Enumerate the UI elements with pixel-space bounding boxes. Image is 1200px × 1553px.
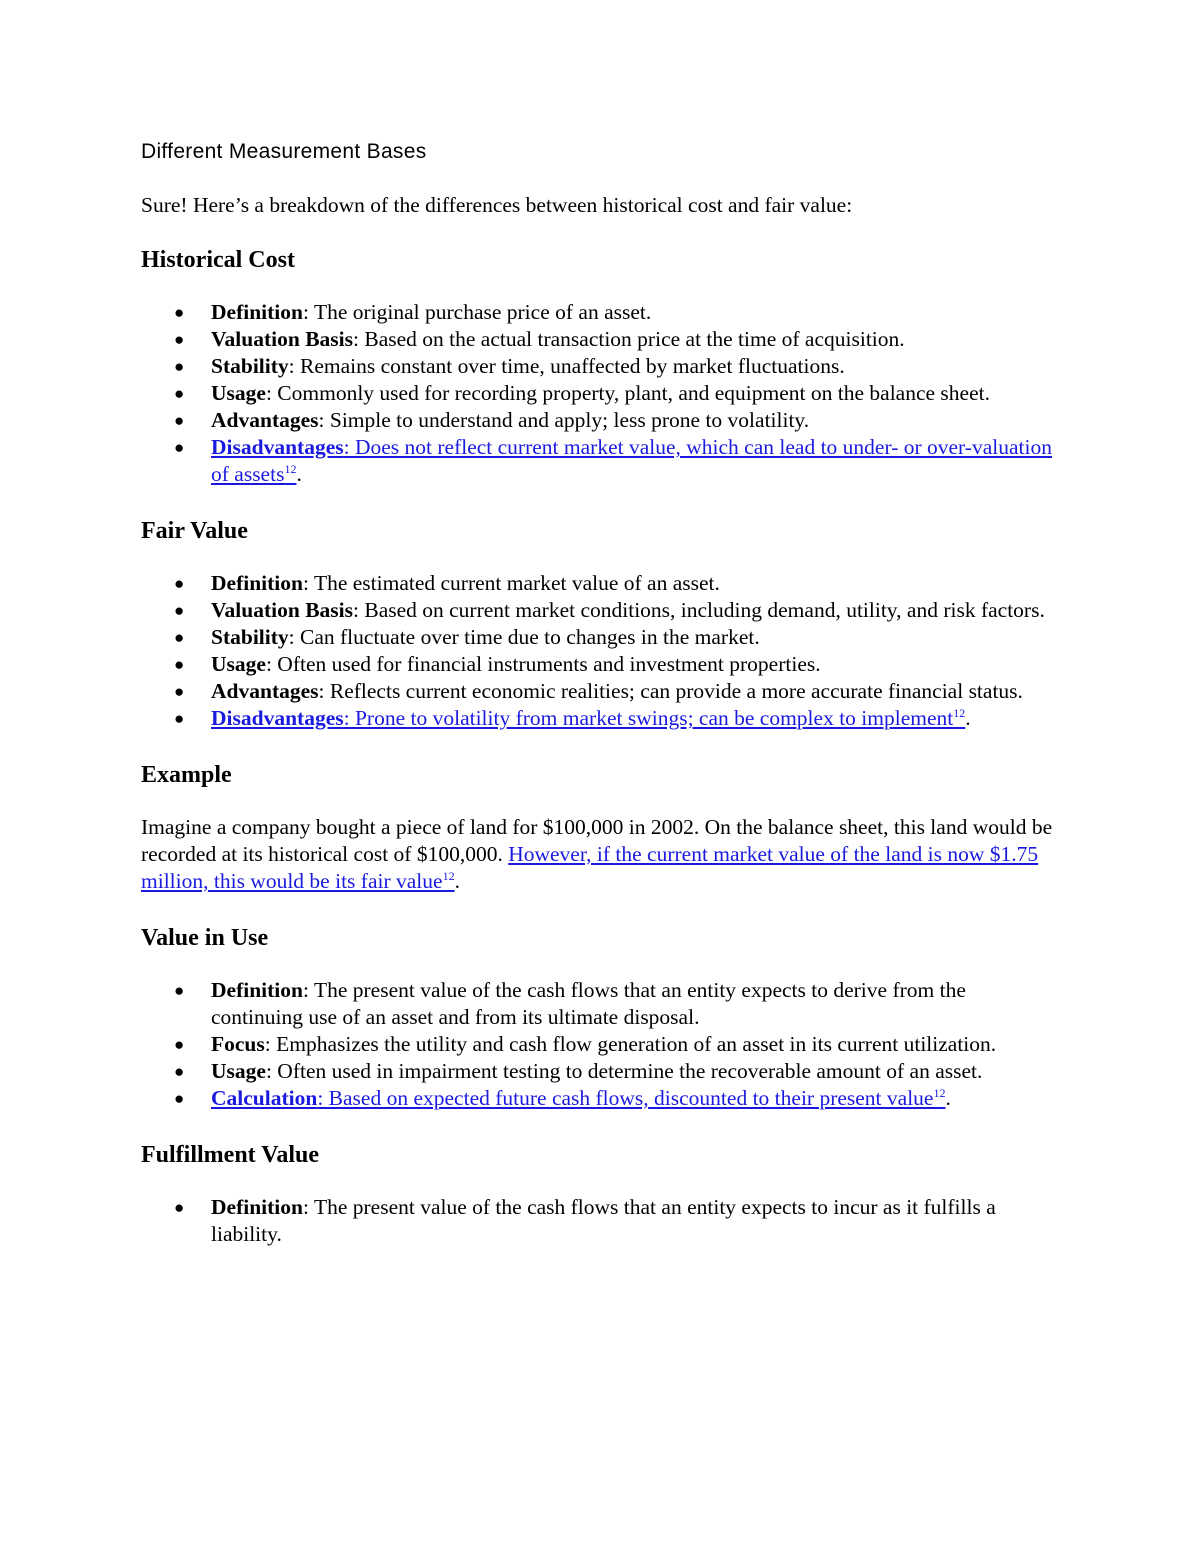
section-heading-value-in-use: Value in Use xyxy=(141,925,269,951)
footnote-ref: 12 xyxy=(933,1086,946,1100)
trailing-punct: . xyxy=(945,1086,951,1110)
term-description: : Commonly used for recording property, plant, and equipment on the balance sheet. xyxy=(265,381,990,405)
term-label: Disadvantages xyxy=(211,706,344,730)
citation-link[interactable] xyxy=(211,435,1052,486)
trailing-punct: . xyxy=(296,462,302,486)
bullet-icon: ● xyxy=(174,330,185,349)
bullet-icon: ● xyxy=(174,438,185,457)
bullet-icon: ● xyxy=(174,1198,185,1217)
term-label: Valuation Basis xyxy=(211,598,353,622)
term-label: Calculation xyxy=(211,1086,318,1110)
term-label: Definition xyxy=(211,300,303,324)
term-label: Stability xyxy=(211,625,289,649)
bullet-icon: ● xyxy=(174,655,185,674)
trailing-punct: . xyxy=(454,869,460,893)
list-item xyxy=(141,678,1061,705)
bullet-icon: ● xyxy=(174,303,185,322)
list-item xyxy=(141,977,1061,1031)
section-heading-fair-value: Fair Value xyxy=(141,518,248,544)
footnote-ref: 12 xyxy=(442,869,455,883)
term-description: : Can fluctuate over time due to changes in the market. xyxy=(288,625,760,649)
bullet-icon: ● xyxy=(174,682,185,701)
bullet-icon: ● xyxy=(174,709,185,728)
term-description: : Does not reflect current market value, which can lead to under- or over-valuation of assets xyxy=(211,435,1052,486)
example-text: Imagine a company bought a piece of land for $100,000 in 2002. On the balance sheet, this land would be recorded at its historical cost of $100,000. xyxy=(141,815,1053,866)
term-description: : The original purchase price of an asset. xyxy=(302,300,652,324)
bullet-icon: ● xyxy=(174,411,185,430)
section-heading-historical-cost: Historical Cost xyxy=(141,247,295,273)
term-description: : Based on the actual transaction price at the time of acquisition. xyxy=(353,327,905,351)
list-item xyxy=(141,624,1061,651)
list-item xyxy=(141,407,1061,434)
list-item xyxy=(141,597,1061,624)
bullet-icon: ● xyxy=(174,628,185,647)
term-label: Advantages xyxy=(211,408,319,432)
term-label: Usage xyxy=(211,652,266,676)
list-item xyxy=(141,651,1061,678)
term-label: Definition xyxy=(211,978,303,1002)
section-heading-fulfillment-value: Fulfillment Value xyxy=(141,1142,320,1168)
term-description: : Simple to understand and apply; less prone to volatility. xyxy=(318,408,810,432)
term-description: : Prone to volatility from market swings; can be complex to implement xyxy=(343,706,954,730)
document-page xyxy=(141,138,1061,1276)
term-description: : The present value of the cash flows that an entity expects to derive from the continuing use of an asset and from its ultimate disposal. xyxy=(211,978,966,1029)
term-label: Disadvantages xyxy=(211,435,344,459)
bullet-icon: ● xyxy=(174,1062,185,1081)
term-label: Valuation Basis xyxy=(211,327,353,351)
term-label: Usage xyxy=(211,1059,266,1083)
section-heading-example: Example xyxy=(141,762,232,788)
intro-paragraph: Sure! Here’s a breakdown of the differences between historical cost and fair value: xyxy=(141,193,853,217)
example-paragraph xyxy=(141,814,1061,895)
term-description: : Based on current market conditions, including demand, utility, and risk factors. xyxy=(353,598,1045,622)
footnote-ref: 12 xyxy=(284,462,297,476)
footnote-ref: 12 xyxy=(953,706,966,720)
list-item xyxy=(141,570,1061,597)
term-description: : The estimated current market value of an asset. xyxy=(302,571,720,595)
term-description: : Emphasizes the utility and cash flow generation of an asset in its current utilization. xyxy=(264,1032,997,1056)
term-description: : Often used in impairment testing to determine the recoverable amount of an asset. xyxy=(265,1059,983,1083)
term-label: Definition xyxy=(211,1195,303,1219)
trailing-punct: . xyxy=(965,706,971,730)
list-item xyxy=(141,1058,1061,1085)
list-item-linked xyxy=(141,705,1061,732)
term-description: : Remains constant over time, unaffected by market fluctuations. xyxy=(288,354,845,378)
citation-link[interactable] xyxy=(211,706,965,730)
list-item-linked xyxy=(141,1085,1061,1112)
term-label: Usage xyxy=(211,381,266,405)
bullet-icon: ● xyxy=(174,1089,185,1108)
list-item-linked xyxy=(141,434,1061,488)
bullet-icon: ● xyxy=(174,384,185,403)
list-item xyxy=(141,299,1061,326)
bullet-icon: ● xyxy=(174,574,185,593)
term-description: : Based on expected future cash flows, discounted to their present value xyxy=(317,1086,934,1110)
bullet-icon: ● xyxy=(174,1035,185,1054)
bullet-icon: ● xyxy=(174,981,185,1000)
term-label: Stability xyxy=(211,354,289,378)
list-item xyxy=(141,353,1061,380)
bullet-icon: ● xyxy=(174,357,185,376)
citation-link[interactable] xyxy=(211,1086,945,1110)
historical-cost-list xyxy=(141,299,1061,488)
fair-value-list xyxy=(141,570,1061,732)
list-item xyxy=(141,1031,1061,1058)
term-description: : Often used for financial instruments and investment properties. xyxy=(265,652,821,676)
term-description: : The present value of the cash flows that an entity expects to incur as it fulfills a liability. xyxy=(211,1195,996,1246)
term-label: Focus xyxy=(211,1032,265,1056)
term-label: Advantages xyxy=(211,679,319,703)
value-in-use-list xyxy=(141,977,1061,1112)
document-title: Different Measurement Bases xyxy=(141,140,427,163)
list-item xyxy=(141,1194,1061,1248)
bullet-icon: ● xyxy=(174,601,185,620)
list-item xyxy=(141,326,1061,353)
term-label: Definition xyxy=(211,571,303,595)
term-description: : Reflects current economic realities; can provide a more accurate financial status. xyxy=(318,679,1023,703)
list-item xyxy=(141,380,1061,407)
fulfillment-value-list xyxy=(141,1194,1061,1248)
example-link-text: However, if the current market value of the land is now $1.75 million, this would be its fair value xyxy=(141,842,1039,893)
